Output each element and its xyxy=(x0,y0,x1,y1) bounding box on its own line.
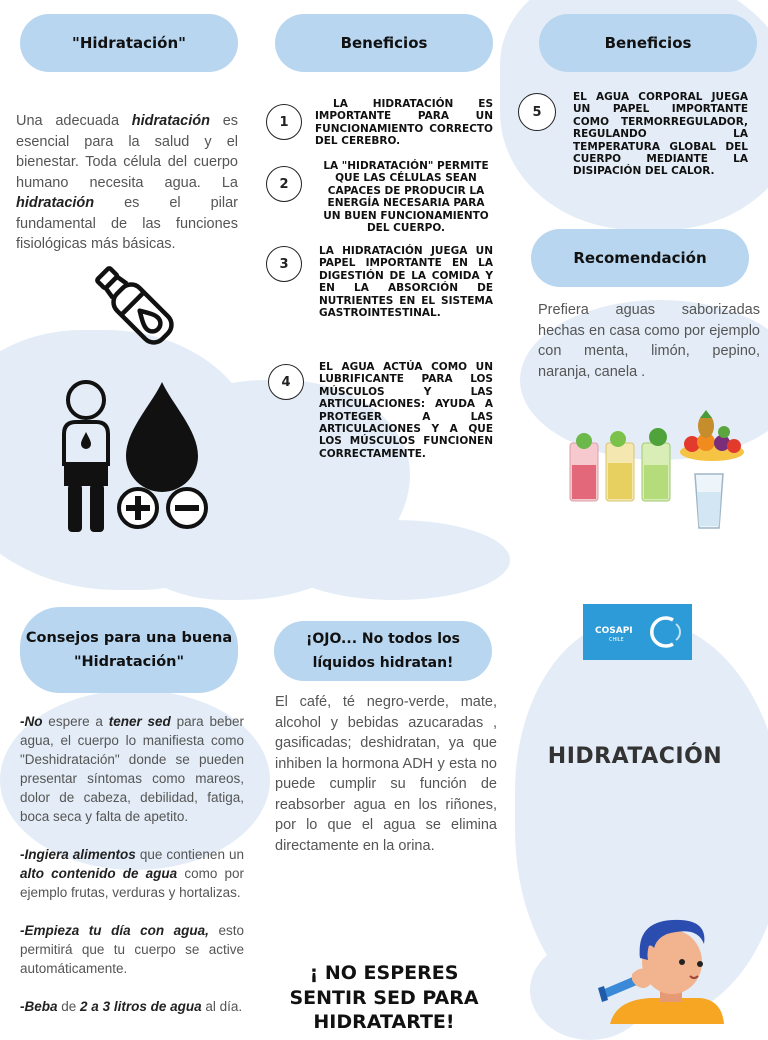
cosapi-logo xyxy=(583,604,692,660)
slogan xyxy=(268,961,500,1035)
panel2-title: Beneficios xyxy=(340,34,428,52)
intro-bold: hidratación xyxy=(131,113,210,129)
intro-paragraph xyxy=(16,111,238,255)
plus-icon xyxy=(116,486,160,530)
main-title: HIDRATACIÓN xyxy=(547,744,723,769)
panel1-title: "Hidratación" xyxy=(72,34,186,52)
flavored-drinks-image xyxy=(568,425,676,505)
recommendation-text: Prefiera aguas saborizadas hechas en casa como por ejemplo con menta, limón, pepino, naranja, canela . xyxy=(538,302,760,380)
slogan-line1: ¡ NO ESPERES xyxy=(309,962,459,984)
benefit-number: 4 xyxy=(268,364,304,400)
tip-item: -No espere a tener sed para beber agua, el cuerpo lo manifiesta como "Deshidratación" donde se pueden presentar síntomas como mareos, dolor de cabeza, debilidad, fatiga, boca seca y falta de apetito. xyxy=(20,714,244,824)
benefit-number: 2 xyxy=(266,166,302,202)
panel5-title-line2: líquidos hidratan! xyxy=(312,655,454,671)
benefit-text: LA HIDRATACIÓN ES IMPORTANTE PARA UN FUNCIONAMIENTO CORRECTO DEL CEREBRO. xyxy=(315,98,493,148)
water-glass-image xyxy=(692,470,726,532)
panel5-title-pill xyxy=(274,621,492,681)
tips-list xyxy=(20,712,244,1035)
slogan-line3: HIDRATARTE! xyxy=(313,1011,455,1033)
tip-item: -Beba de 2 a 3 litros de agua al día. xyxy=(20,999,243,1014)
panel3-title-pill xyxy=(539,14,757,72)
background-blob xyxy=(280,520,510,600)
panel5-title-line1: ¡OJO... No todos los xyxy=(305,631,461,647)
panel2-title-pill xyxy=(275,14,493,72)
recommendation-title: Recomendación xyxy=(573,249,707,267)
recommendation-title-pill xyxy=(531,229,749,287)
benefit-number: 5 xyxy=(518,93,556,131)
slogan-line2: SENTIR SED PARA xyxy=(289,986,479,1009)
panel4-title-line2: "Hidratación" xyxy=(73,654,185,670)
minus-icon xyxy=(165,486,209,530)
benefit-text: EL AGUA ACTÚA COMO UN LUBRIFICANTE PARA LOS MÚSCULOS Y LAS ARTICULACIONES: AYUDA A PROTEGER A LAS ARTICULACIONES Y A QUE LOS MÚSCULOS FUNCIONEN CORRECTAMENTE. xyxy=(319,361,493,460)
panel3-title: Beneficios xyxy=(604,34,692,52)
benefit-number: 1 xyxy=(266,104,302,140)
intro-bold: hidratación xyxy=(16,195,95,211)
warning-paragraph: El café, té negro-verde, mate, alcohol y bebidas azucaradas , gasificadas; deshidratan, ya que inhiben la hormona ADH y esta no puede cumplir su función de reabsorber agua en los riñones, por lo que el agua se elimina directamente en la orina. xyxy=(275,694,497,854)
logo-subtext: CHILE xyxy=(609,637,624,643)
panel1-title-pill xyxy=(20,14,238,72)
man-drinking-water-illustration xyxy=(596,914,736,1024)
benefit-number: 3 xyxy=(266,246,302,282)
tip-item: -Ingiera alimentos que contienen un alto contenido de agua como por ejemplo frutas, verduras y hortalizas. xyxy=(20,847,244,900)
benefit-text: LA HIDRATACIÓN JUEGA UN PAPEL IMPORTANTE EN LA DIGESTIÓN DE LA COMIDA Y EN LA ABSORCIÓN DE NUTRIENTES EN EL SISTEMA GASTROINTESTINAL. xyxy=(319,245,493,320)
logo-arc-icon xyxy=(643,614,681,650)
logo-text: COSAPI xyxy=(595,626,633,636)
panel4-title-line1: Consejos para una buena xyxy=(25,630,233,646)
tip-item: -Empieza tu día con agua, esto permitirá que tu cuerpo se active automáticamente. xyxy=(20,923,244,976)
intro-text: es esencial para la salud y el bienestar. Toda célula del cuerpo humano necesita agua. La xyxy=(16,113,239,191)
water-bottle-icon xyxy=(82,255,186,355)
intro-text: es el pilar fundamental de las funciones fisiológicas más básicas. xyxy=(16,195,238,252)
benefit-text: EL AGUA CORPORAL JUEGA UN PAPEL IMPORTANTE COMO TERMORREGULADOR, REGULANDO LA TEMPERATURA GLOBAL DEL CUERPO MEDIANTE LA DISIPACIÓN DEL CALOR. xyxy=(573,91,748,178)
intro-text: Una adecuada xyxy=(16,113,132,129)
fruits-image xyxy=(678,408,746,463)
benefit-text: LA "HIDRATACIÓN" PERMITE QUE LAS CÉLULAS SEAN CAPACES DE PRODUCIR LA ENERGÍA NECESARIA PARA UN BUEN FUNCIONAMIENTO DEL CUERPO. xyxy=(323,160,489,235)
panel4-title-pill xyxy=(20,607,238,693)
